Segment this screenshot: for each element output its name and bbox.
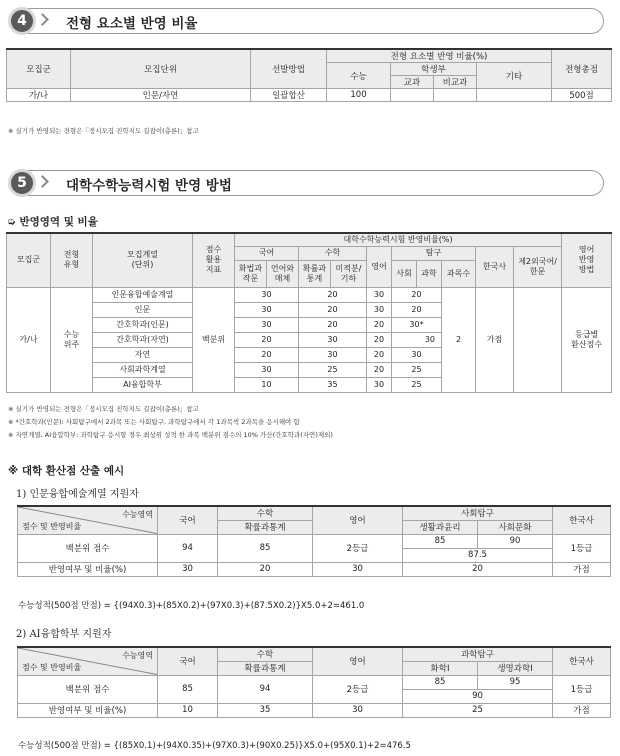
example-1-title: 1) 인문융합예술계열 지원자 bbox=[16, 489, 139, 500]
example-1-table: 수능영역 점수 및 반영비율 국어 수학 영어 사회탐구 한국사 확률과통계 생활과윤리 사회문화 백분위 점수 94 85 2등급 85 90 1등급 87.5 반영여부 및 비율(%) 30 20 30 20 가점 bbox=[17, 505, 611, 577]
col-suneung: 수능 bbox=[327, 63, 391, 89]
example-2-table: 수능영역 점수 및 반영비율 국어 수학 영어 과학탐구 한국사 확률과통계 화학Ⅰ 생명과학Ⅰ 백분위 점수 85 94 2등급 85 95 1등급 90 반영여부 및 비율(%) 10 35 30 25 가점 bbox=[17, 646, 611, 718]
suneung-ratio-table: 모집군 전형 유형 모집계열 (단위) 점수 활용 지표 대학수학능력시험 반영비율(%) 영어 반영 방법 국어 수학 영어 탐구 한국사 제2외국어/ 한문 화법과 작문 언어와 매체 확률과 통계 미적분/ 기하 사회 과학 과목수 가/나 수능 위주 인문융합예술계열 백분위 30 20 30 20 2 가점 등급별 환산점수 인문 30 20 30 20 간호학과(인문) 30 20 20 30* 간호학과(자연) 20 30 20 30 자연 20 30 20 30 사회과학계열 30 25 20 25 AI융합학부 10 35 30 25 bbox=[6, 232, 612, 393]
col-method: 선발방법 bbox=[251, 49, 327, 89]
table-row: 간호학과(자연) 20 30 20 30 bbox=[7, 332, 612, 347]
arrow-icon: ➭ bbox=[7, 216, 16, 228]
col-etc: 기타 bbox=[477, 63, 552, 89]
table-row: 인문 30 20 30 20 bbox=[7, 302, 612, 317]
note: ※ 자연계열, AI융합학부: 과학탐구 응시할 경우 최상위 성적 한 과목 백분위 점수의 10% 가산(간호학과(자연)제외) bbox=[8, 431, 333, 439]
note: ※ *간호학과(인문): 사회탐구에서 2과목 또는 사회탐구, 과학탐구에서 각 1과목씩 2과목을 응시해야 함 bbox=[8, 418, 300, 426]
table-row: 백분위 점수 85 94 2등급 85 95 1등급 bbox=[18, 675, 611, 689]
col-ratio: 전형 요소별 반영 비율(%) bbox=[327, 49, 552, 63]
table-row: 가/나 인문/자연 일괄합산 100 500점 bbox=[7, 89, 612, 102]
section-title: 대학수학능력시험 반영 방법 bbox=[66, 178, 232, 194]
table-row: 반영여부 및 비율(%) 10 35 30 25 가점 bbox=[18, 703, 611, 717]
table-row: 사회과학계열 30 25 20 25 bbox=[7, 362, 612, 377]
table-row: 반영여부 및 비율(%) 30 20 30 20 가점 bbox=[18, 562, 611, 576]
diagonal-header: 수능영역 점수 및 반영비율 bbox=[18, 506, 158, 534]
table-row: 간호학과(인문) 30 20 20 30* bbox=[7, 317, 612, 332]
formula: 수능성적(500점 만점) = {(94X0.3)+(85X0.2)+(97X0.3)+(87.5X0.2)}X5.0+2=461.0 bbox=[18, 601, 365, 611]
section-4-header bbox=[6, 6, 606, 37]
formula: 수능성적(500점 만점) = {(85X0.1)+(94X0.35)+(97X0.3)+(90X0.25)}X5.0+(95X0.1)+2=476.5 bbox=[18, 741, 411, 751]
section-number-badge: 4 bbox=[8, 7, 36, 35]
col-mojip: 모집군 bbox=[7, 49, 71, 89]
col-bigyogwa: 비교과 bbox=[434, 76, 477, 89]
section-title: 전형 요소별 반영 비율 bbox=[66, 16, 198, 32]
table-row: AI융합학부 10 35 30 25 bbox=[7, 377, 612, 392]
section-5-header bbox=[6, 168, 606, 199]
col-total: 전형총점 bbox=[552, 49, 612, 89]
diagonal-header: 수능영역 점수 및 반영비율 bbox=[18, 647, 158, 675]
col-gyogwa: 교과 bbox=[391, 76, 434, 89]
example-2-title: 2) AI융합학부 지원자 bbox=[16, 629, 112, 640]
example-title: ※ 대학 환산점 산출 예시 bbox=[8, 465, 125, 477]
col-hak: 학생부 bbox=[391, 63, 477, 76]
table-row: 자연 20 30 20 30 bbox=[7, 347, 612, 362]
note: ※ 실기가 반영되는 전형은「정시모집 진학지도 길잡이(총론)」참고 bbox=[8, 405, 199, 413]
table-row: 백분위 점수 94 85 2등급 85 90 1등급 bbox=[18, 534, 611, 548]
col-unit: 모집단위 bbox=[71, 49, 251, 89]
section-number-badge: 5 bbox=[8, 169, 36, 197]
table-row: 가/나 수능 위주 인문융합예술계열 백분위 30 20 30 20 2 가점 등급별 환산점수 bbox=[7, 287, 612, 302]
note: ※ 실기가 반영되는 전형은「정시모집 진학지도 길잡이(총론)」참고 bbox=[8, 127, 199, 135]
subsection-title: ➭ 반영영역 및 비율 bbox=[7, 216, 98, 228]
selection-ratio-table bbox=[6, 48, 612, 102]
